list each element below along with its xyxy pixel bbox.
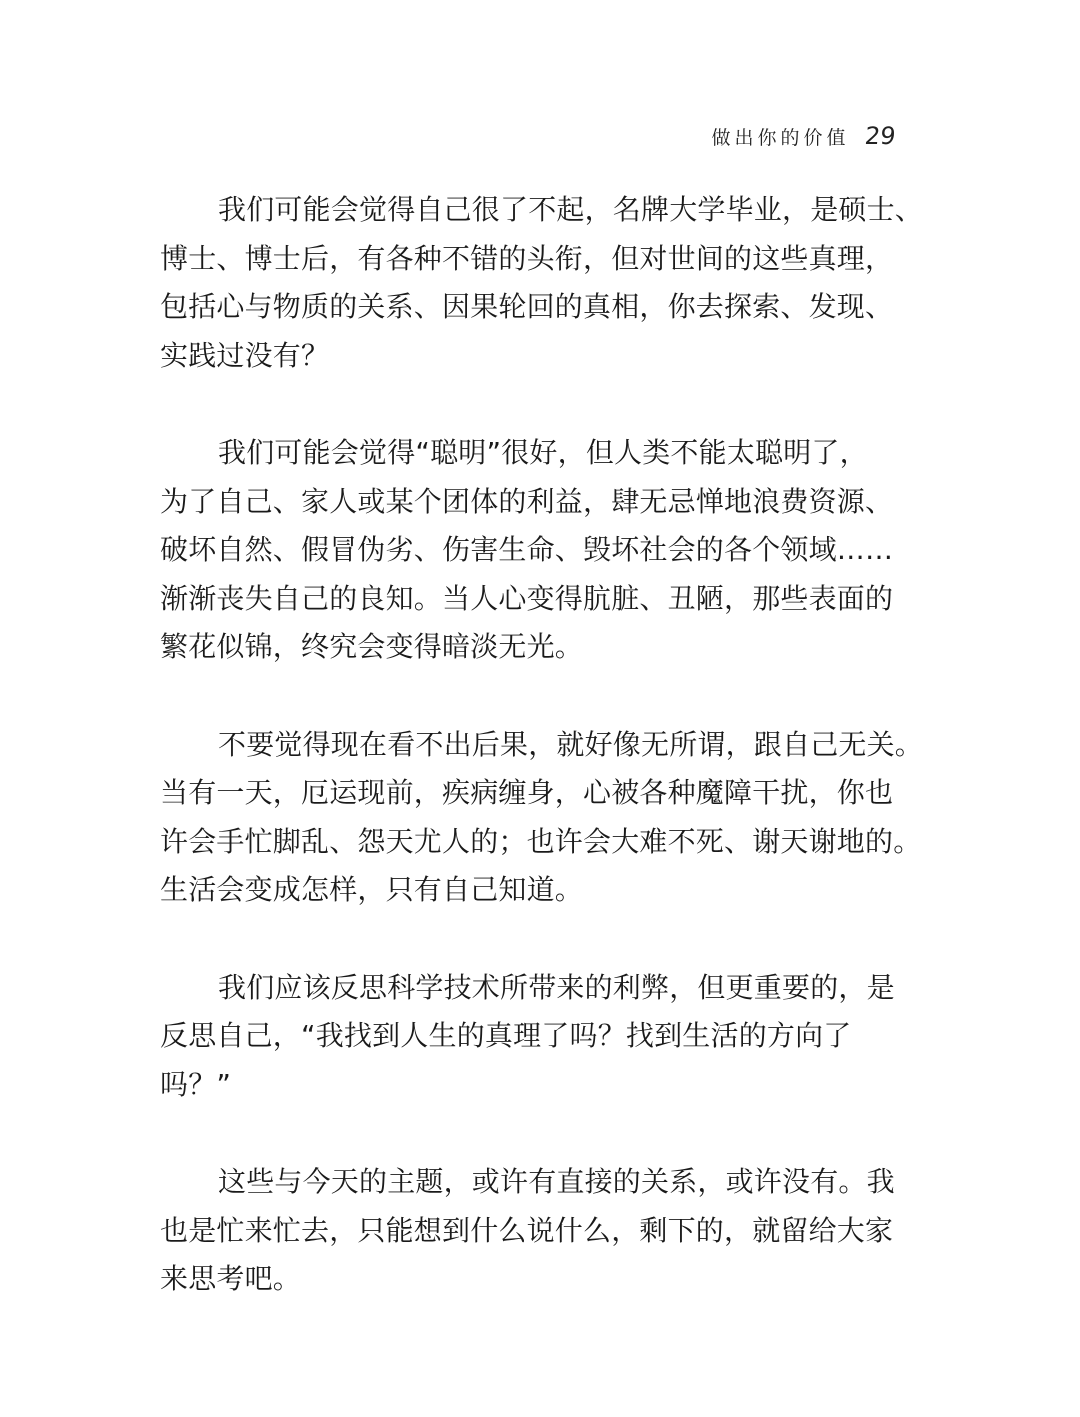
page-number: 29: [863, 122, 898, 150]
text-line: 博士、博士后，有各种不错的头衔，但对世间的这些真理，: [160, 241, 894, 275]
paragraph-4: [160, 964, 896, 1110]
text-line: 这些与今天的主题，或许有直接的关系，或许没有。我: [218, 1165, 895, 1198]
text-line: 渐渐丧失自己的良知。当人心变得肮脏、丑陋，那些表面的: [160, 581, 894, 615]
text-line: 实践过没有？: [160, 338, 330, 372]
text-line: 当有一天，厄运现前，疾病缠身，心被各种魔障干扰，你也: [160, 776, 894, 809]
text-line: 也是忙来忙去，只能想到什么说什么，剩下的，就留给大家: [160, 1213, 894, 1247]
text-line: 不要觉得现在看不出后果，就好像无所谓，跟自己无关。: [218, 727, 924, 761]
paragraph-2: [160, 429, 896, 672]
text-line: 许会手忙脚乱、怨天尤人的；也许会大难不死、谢天谢地的。: [160, 824, 922, 858]
text-line: 包括心与物质的关系、因果轮回的真相，你去探索、发现、: [160, 290, 894, 323]
text-line: 我们可能会觉得自己很了不起，名牌大学毕业，是硕士、: [218, 193, 924, 226]
chapter-title: 做出你的价值: [711, 127, 850, 149]
paragraph-5: [160, 1158, 896, 1304]
running-header: [711, 122, 896, 150]
text-line: 我们应该反思科学技术所带来的利弊，但更重要的，是: [218, 970, 895, 1004]
text-line: 繁花似锦，终究会变得暗淡无光。: [160, 630, 584, 663]
text-line: 我们可能会觉得“聪明”很好，但人类不能太聪明了，: [218, 436, 868, 469]
text-line: 反思自己，“我找到人生的真理了吗？找到生活的方向了: [160, 1019, 852, 1052]
paragraph-3: [160, 721, 924, 915]
text-line: 吗？”: [160, 1067, 232, 1101]
paragraph-1: [160, 186, 924, 380]
text-line: 生活会变成怎样，只有自己知道。: [160, 873, 584, 906]
body-text: [160, 186, 924, 1353]
text-line: 来思考吧。: [160, 1262, 302, 1295]
text-line: 破坏自然、假冒伪劣、伤害生命、毁坏社会的各个领域……: [160, 533, 894, 566]
text-line: 为了自己、家人或某个团体的利益，肆无忌惮地浪费资源、: [160, 484, 894, 518]
